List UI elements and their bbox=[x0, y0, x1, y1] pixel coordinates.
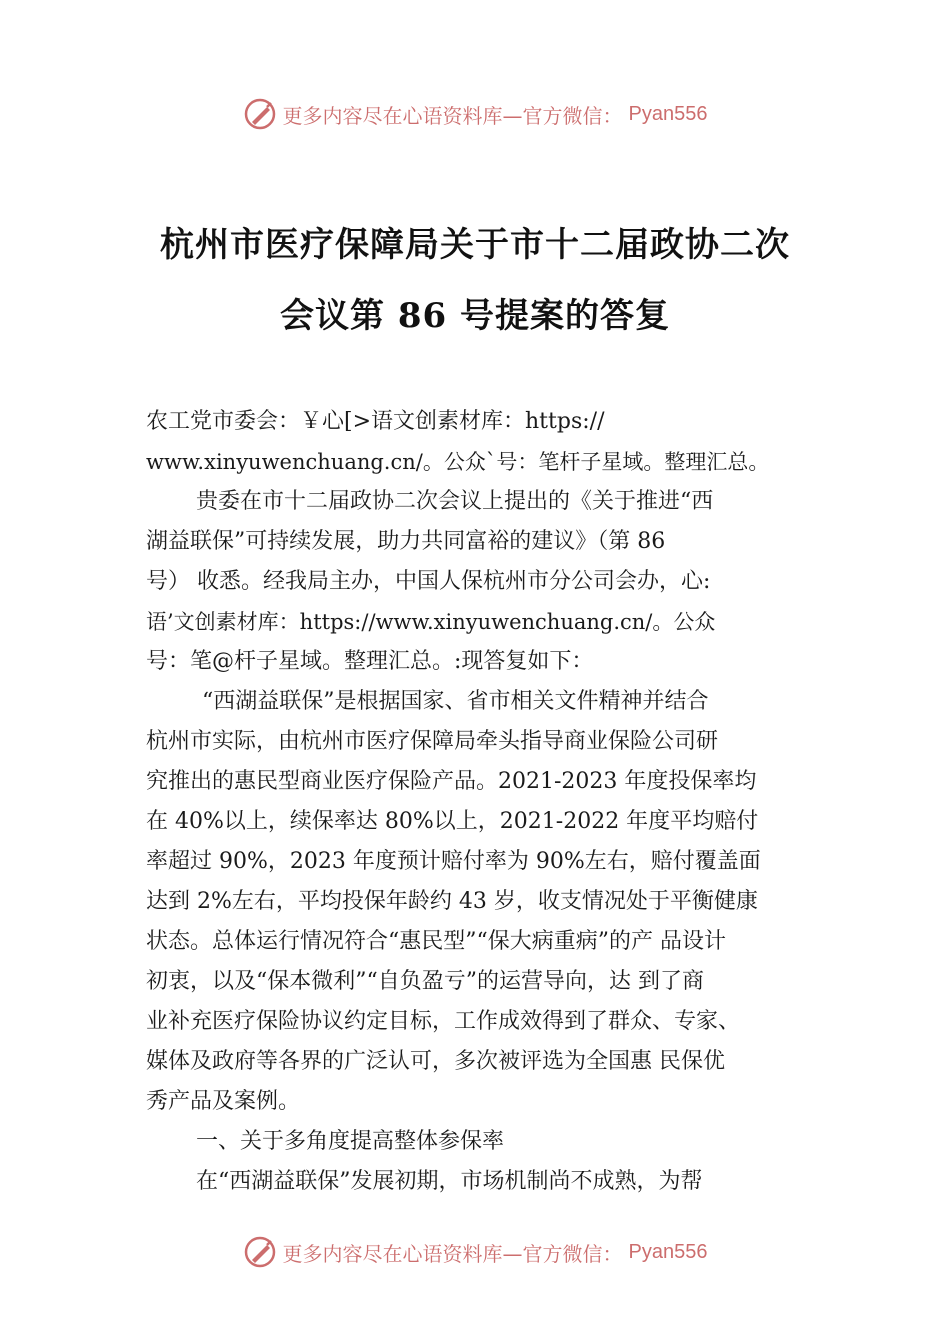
body-line: 秀产品及案例。 bbox=[146, 1089, 301, 1114]
document-title-line-2: 会议第 86 号提案的答复 bbox=[280, 296, 670, 336]
pen-seal-icon bbox=[243, 1235, 277, 1269]
watermark-wechat-id: Pyan556 bbox=[628, 102, 708, 125]
body-line: 杭州市实际，由杭州市医疗保障局牵头指导商业保险公司研 bbox=[146, 729, 719, 754]
body-line: 率超过 90%，2023 年度预计赔付率为 90%左右，赔付覆盖面 bbox=[146, 849, 761, 874]
body-line: 在“西湖益联保”发展初期，市场机制尚不成熟，为帮 bbox=[196, 1169, 703, 1194]
section-heading: 一、关于多角度提高整体参保率 bbox=[196, 1129, 505, 1154]
body-line: 达到 2%左右，平均投保年龄约 43 岁，收支情况处于平衡健康 bbox=[146, 889, 758, 914]
body-line: 媒体及政府等各界的广泛认可，多次被评选为全国惠 民保优 bbox=[146, 1049, 725, 1074]
body-line: www.xinyuwenchuang.cn/。公众`号：笔杆子星域。整理汇总。 bbox=[146, 450, 770, 474]
watermark-wechat-id: Pyan556 bbox=[628, 1240, 708, 1263]
body-line: 贵委在市十二届政协二次会议上提出的《关于推进“西 bbox=[196, 489, 714, 514]
pen-seal-icon bbox=[243, 97, 277, 131]
body-line: 号：笔@杆子星域。整理汇总。:现答复如下： bbox=[146, 649, 594, 674]
watermark-text: 更多内容尽在心语资料库—官方微信： bbox=[282, 103, 623, 128]
body-line: 究推出的惠民型商业医疗保险产品。2021-2023 年度投保率均 bbox=[146, 769, 757, 794]
body-line: 农工党市委会：￥心[>语文创素材库：https:// bbox=[146, 409, 605, 434]
header-watermark bbox=[0, 94, 950, 134]
body-line: 状态。总体运行情况符合“惠民型”“保大病重病”的产 品设计 bbox=[146, 929, 726, 954]
document-title-line-1: 杭州市医疗保障局关于市十二届政协二次 bbox=[160, 225, 790, 265]
document-body bbox=[146, 402, 836, 1202]
body-line: 在 40%以上，续保率达 80%以上，2021-2022 年度平均赔付 bbox=[146, 809, 759, 834]
footer-watermark bbox=[0, 1232, 950, 1272]
body-line: 业补充医疗保险协议约定目标，工作成效得到了群众、专家、 bbox=[146, 1009, 741, 1034]
body-line: 湖益联保”可持续发展，助力共同富裕的建议》（第 86 bbox=[146, 529, 666, 554]
body-line: 号） 收悉。经我局主办，中国人保杭州市分公司会办，心: bbox=[146, 569, 711, 594]
watermark-text: 更多内容尽在心语资料库—官方微信： bbox=[282, 1241, 623, 1266]
body-line: “西湖益联保”是根据国家、省市相关文件精神并结合 bbox=[202, 689, 709, 714]
body-line: 初衷，以及“保本微利”“自负盈亏”的运营导向，达 到了商 bbox=[146, 969, 704, 994]
body-line: 语’文创素材库：https://www.xinyuwenchuang.cn/。公众 bbox=[146, 610, 716, 634]
